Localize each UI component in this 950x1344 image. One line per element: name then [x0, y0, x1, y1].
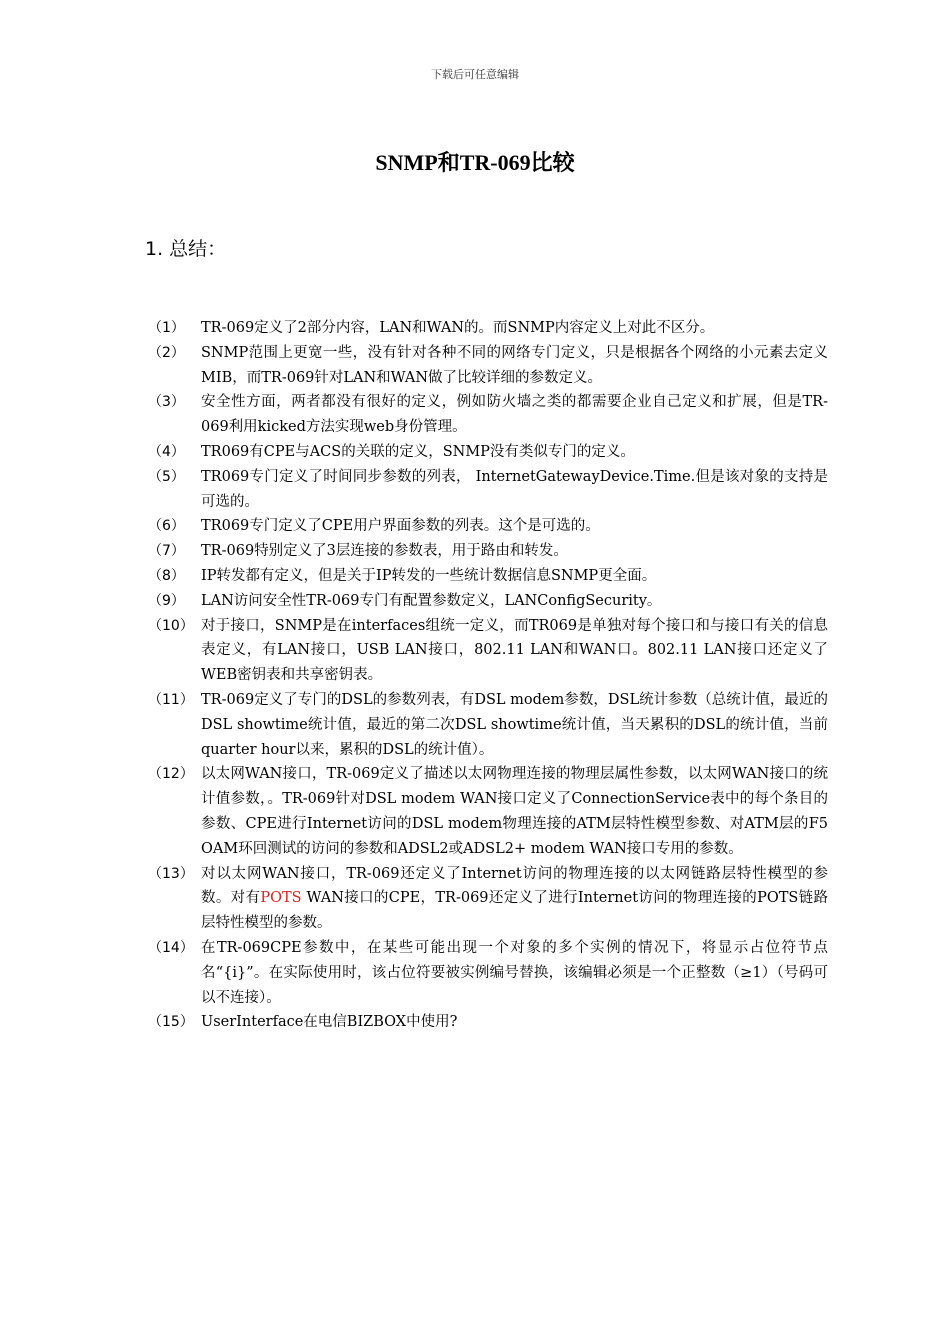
- pots-highlight: POTS: [260, 890, 302, 907]
- item-number: （7）: [148, 543, 185, 560]
- item-text: TR069专门定义了时间同步参数的列表， InternetGatewayDevice.Time.但是该对象的支持是可选的。: [201, 468, 828, 510]
- item-text: [201, 862, 828, 936]
- item-text: SNMP范围上更宽一些，没有针对各种不同的网络专门定义，只是根据各个网络的小元素去定义MIB，而TR-069针对LAN和WAN做了比较详细的参数定义。: [201, 344, 828, 386]
- list-item: [148, 390, 828, 440]
- item-text: UserInterface在电信BIZBOX中使用?: [201, 1014, 458, 1031]
- item-number: （11）: [148, 691, 194, 708]
- list-item: [148, 341, 828, 391]
- item-number: （13）: [148, 865, 194, 882]
- item-text: TR069有CPE与ACS的关联的定义，SNMP没有类似专门的定义。: [201, 443, 635, 460]
- list-item: [148, 514, 828, 539]
- item-number: （9）: [148, 592, 185, 609]
- item-number: （15）: [148, 1014, 194, 1031]
- list-item: [148, 589, 828, 614]
- item-text: TR-069特别定义了3层连接的参数表，用于路由和转发。: [201, 543, 568, 560]
- item-text: TR-069定义了专门的DSL的参数列表，有DSL modem参数，DSL统计参数（总统计值，最近的DSL showtime统计值，最近的第二次DSL showtime统计值，当天累积的DSL的统计值，当前quarter hour以来，累积的DSL的统计值）。: [201, 691, 828, 758]
- item-number: （1）: [148, 320, 185, 336]
- item-text: 对于接口，SNMP是在interfaces组统一定义，而TR069是单独对每个接口和与接口有关的信息表定义，有LAN接口，USB LAN接口，802.11 LAN和WAN口。802.11 LAN接口还定义了WEB密钥表和共享密钥表。: [201, 617, 828, 684]
- item-text: IP转发都有定义，但是关于IP转发的一些统计数据信息SNMP更全面。: [201, 567, 657, 584]
- item-text-part: 对以太网WAN接口，TR-069还定义了Internet访问的物理连接的以太网链路层特性模型的参数。对有: [201, 865, 828, 907]
- list-item: [148, 316, 828, 341]
- item-number: （12）: [148, 766, 194, 783]
- item-number: （2）: [148, 344, 185, 361]
- summary-list: [148, 316, 828, 1035]
- item-text: 以太网WAN接口，TR-069定义了描述以太网物理连接的物理层属性参数，以太网WAN接口的统计值参数，。TR-069针对DSL modem WAN接口定义了ConnectionService表中的每个条目的参数、CPE进行Internet访问的DSL modem物理连接的ATM层特性模型参数、对ATM层的F5 OAM环回测试的访问的参数和ADSL2或ADSL2+ modem WAN接口专用的参数。: [201, 766, 828, 857]
- item-text: TR069专门定义了CPE用户界面参数的列表。这个是可选的。: [201, 518, 600, 535]
- item-text: 安全性方面，两者都没有很好的定义，例如防火墙之类的都需要企业自己定义和扩展，但是TR-069利用kicked方法实现web身份管理。: [201, 394, 828, 436]
- page-header-note: 下载后可任意编辑: [431, 68, 519, 81]
- list-item: [148, 440, 828, 465]
- list-item: [148, 762, 828, 861]
- item-text: 在TR-069CPE参数中，在某些可能出现一个对象的多个实例的情况下，将显示占位符节点名“{i}”。在实际使用时，该占位符要被实例编号替换，该编辑必须是一个正整数（≥1）（号码可以不连接）。: [201, 939, 828, 1006]
- section-heading: 1. 总结：: [145, 238, 227, 260]
- list-item: [148, 688, 828, 762]
- item-number: （10）: [148, 617, 194, 634]
- item-number: （5）: [148, 468, 185, 485]
- item-number: （14）: [148, 939, 194, 956]
- item-text: LAN访问安全性TR-069专门有配置参数定义，LANConfigSecurity。: [201, 592, 662, 609]
- list-item: [148, 1010, 828, 1035]
- list-item: [148, 614, 828, 688]
- item-number: （6）: [148, 518, 185, 535]
- item-text: TR-069定义了2部分内容，LAN和WAN的。而SNMP内容定义上对此不区分。: [201, 320, 715, 336]
- item-number: （3）: [148, 394, 185, 411]
- item-number: （4）: [148, 443, 185, 460]
- item-number: （8）: [148, 567, 185, 584]
- item-text-part: WAN接口的CPE，TR-069还定义了进行Internet访问的物理连接的POTS链路层特性模型的参数。: [201, 890, 829, 932]
- list-item: [148, 539, 828, 564]
- list-item: [148, 465, 828, 515]
- document-title: SNMP和TR-069比较: [375, 150, 575, 175]
- list-item: [148, 862, 828, 936]
- list-item: [148, 936, 828, 1010]
- list-item: [148, 564, 828, 589]
